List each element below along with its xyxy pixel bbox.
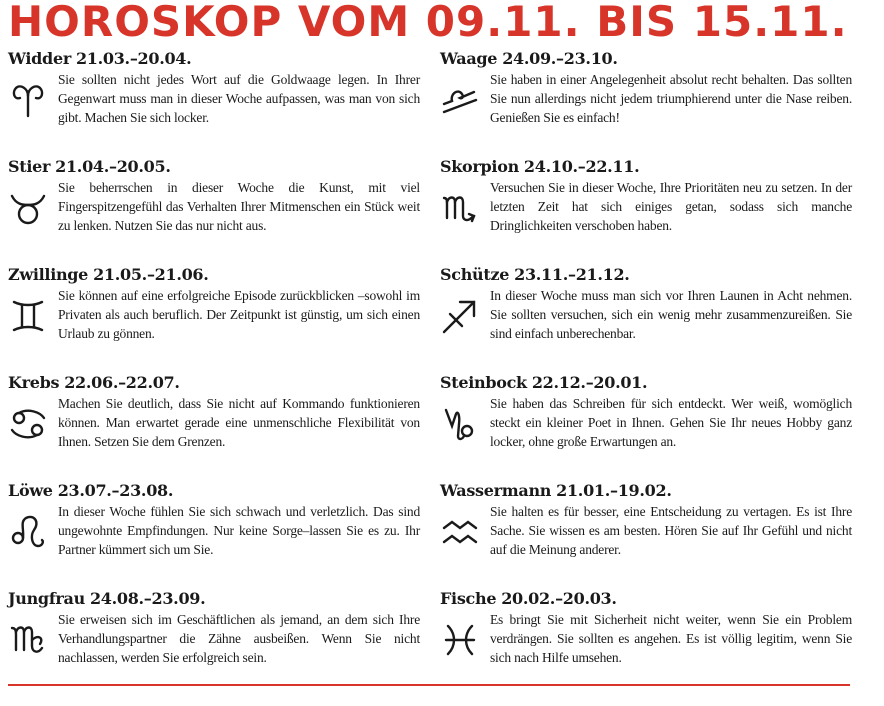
sign-text: Es bringt Sie mit Sicherheit nicht weiter, wenn Sie ein Problem verdrängen. Sie sollten es angehen. Es ist völlig legitim, wenn Sie sich nach Hilfe umsehen. bbox=[490, 612, 852, 665]
sign-virgo bbox=[8, 590, 420, 698]
sign-name: Wassermann bbox=[440, 481, 552, 500]
pisces-icon bbox=[440, 620, 480, 660]
sign-text: Sie können auf eine erfolgreiche Episode zurückblicken –sowohl im Privaten als auch beruflich. Der Zeitpunkt ist günstig, um sich einen Urlaub zu gönnen. bbox=[58, 288, 420, 341]
sign-heading bbox=[440, 266, 852, 284]
sign-name: Fische bbox=[440, 589, 497, 608]
sign-text: In dieser Woche muss man sich vor Ihren Launen in Acht nehmen. Sie sollten versuchen, sich ein wenig mehr zusammenzureißen. Sie sind einfach unberechenbar. bbox=[490, 288, 852, 341]
sign-dates: 21.05.–21.06. bbox=[93, 265, 209, 284]
sagittarius-icon bbox=[440, 296, 480, 336]
gemini-icon bbox=[8, 296, 48, 336]
sign-text: Sie haben das Schreiben für sich entdeckt. Wer weiß, womöglich steckt ein kleiner Poet in Ihnen. Gehen Sie Ihr neues Hobby ganz locker, ohne große Erwartungen an. bbox=[490, 396, 852, 449]
sign-scorpio bbox=[440, 158, 852, 266]
sign-heading bbox=[8, 266, 420, 284]
sign-gemini bbox=[8, 266, 420, 374]
sign-sagittarius bbox=[440, 266, 852, 374]
sign-dates: 23.11.–21.12. bbox=[514, 265, 630, 284]
sign-name: Jungfrau bbox=[8, 589, 85, 608]
sign-name: Widder bbox=[8, 49, 71, 68]
capricorn-icon bbox=[440, 404, 480, 444]
sign-text: Machen Sie deutlich, dass Sie nicht auf Kommando funktionieren können. Man erwartet gerade eine unmenschliche Flexibilität von Ihnen. Setzen Sie dem Grenzen. bbox=[58, 396, 420, 449]
sign-dates: 21.01.–19.02. bbox=[556, 481, 672, 500]
taurus-icon bbox=[8, 188, 48, 228]
sign-dates: 22.12.–20.01. bbox=[531, 373, 648, 392]
sign-name: Krebs bbox=[8, 373, 60, 392]
sign-dates: 24.10.–22.11. bbox=[523, 157, 640, 176]
sign-dates: 24.08.–23.09. bbox=[89, 589, 206, 608]
sign-capricorn bbox=[440, 374, 852, 482]
sign-heading bbox=[8, 50, 420, 68]
sign-text: Sie beherrschen in dieser Woche die Kunst, mit viel Fingerspitzengefühl das Verhalten Ihrer Mitmenschen ein Stück weit zu lenken. Nutzen Sie das nur nicht aus. bbox=[58, 180, 420, 233]
sign-text: In dieser Woche fühlen Sie sich schwach und verletzlich. Das sind ungewohnte Empfindungen. Nur keine Sorge–lassen Sie es zu. Ihr Partner kümmert sich um Sie. bbox=[58, 504, 420, 557]
sign-heading bbox=[8, 158, 420, 176]
cancer-icon bbox=[8, 404, 48, 444]
sign-heading bbox=[8, 374, 420, 392]
sign-name: Löwe bbox=[8, 481, 53, 500]
virgo-icon bbox=[8, 620, 48, 660]
left-column bbox=[8, 50, 420, 698]
sign-dates: 22.06.–22.07. bbox=[64, 373, 180, 392]
sign-name: Stier bbox=[8, 157, 51, 176]
sign-heading bbox=[440, 158, 852, 176]
bottom-divider bbox=[8, 684, 850, 686]
sign-heading bbox=[440, 590, 852, 608]
sign-dates: 24.09.–23.10. bbox=[502, 49, 618, 68]
aries-icon bbox=[8, 80, 48, 120]
sign-text: Sie halten es für besser, eine Entscheidung zu vertagen. Es ist Ihre Sache. Sie wissen es am besten. Hören Sie auf Ihr Gefühl und nicht auf die Meinung anderer. bbox=[490, 504, 852, 557]
scorpio-icon bbox=[440, 188, 480, 228]
sign-cancer bbox=[8, 374, 420, 482]
sign-taurus bbox=[8, 158, 420, 266]
sign-aquarius bbox=[440, 482, 852, 590]
sign-aries bbox=[8, 50, 420, 158]
page-title: HOROSKOP VOM 09.11. BIS 15.11. bbox=[8, 0, 848, 46]
sign-text: Versuchen Sie in dieser Woche, Ihre Prioritäten neu zu setzen. In der letzten Zeit hat sich einiges getan, sodass sich manche Dringlichkeiten verschoben haben. bbox=[490, 180, 852, 233]
sign-text: Sie haben in einer Angelegenheit absolut recht behalten. Das sollten Sie nun allerdings nicht jedem triumphierend unter die Nase reiben. Genießen Sie es einfach! bbox=[490, 72, 852, 125]
libra-icon bbox=[440, 80, 480, 120]
sign-heading bbox=[440, 374, 852, 392]
sign-dates: 21.03.–20.04. bbox=[75, 49, 192, 68]
sign-dates: 23.07.–23.08. bbox=[57, 481, 174, 500]
sign-name: Steinbock bbox=[440, 373, 527, 392]
sign-leo bbox=[8, 482, 420, 590]
sign-dates: 20.02.–20.03. bbox=[501, 589, 617, 608]
right-column bbox=[440, 50, 852, 698]
sign-libra bbox=[440, 50, 852, 158]
sign-dates: 21.04.–20.05. bbox=[55, 157, 171, 176]
sign-heading bbox=[440, 482, 852, 500]
sign-heading bbox=[8, 590, 420, 608]
aquarius-icon bbox=[440, 512, 480, 552]
sign-heading bbox=[8, 482, 420, 500]
sign-name: Zwillinge bbox=[8, 265, 89, 284]
sign-name: Waage bbox=[440, 49, 498, 68]
sign-pisces bbox=[440, 590, 852, 698]
sign-heading bbox=[440, 50, 852, 68]
sign-text: Sie sollten nicht jedes Wort auf die Goldwaage legen. In Ihrer Gegenwart muss man in dieser Woche aufpassen, was man von sich gibt. Machen Sie sich locker. bbox=[58, 72, 420, 125]
sign-text: Sie erweisen sich im Geschäftlichen als jemand, an dem sich Ihre Verhandlungspartner die Zähne ausbeißen. Wenn Sie nicht nachlassen, werden Sie erfolgreich sein. bbox=[58, 612, 420, 665]
leo-icon bbox=[8, 512, 48, 552]
sign-name: Schütze bbox=[440, 265, 510, 284]
sign-name: Skorpion bbox=[440, 157, 519, 176]
